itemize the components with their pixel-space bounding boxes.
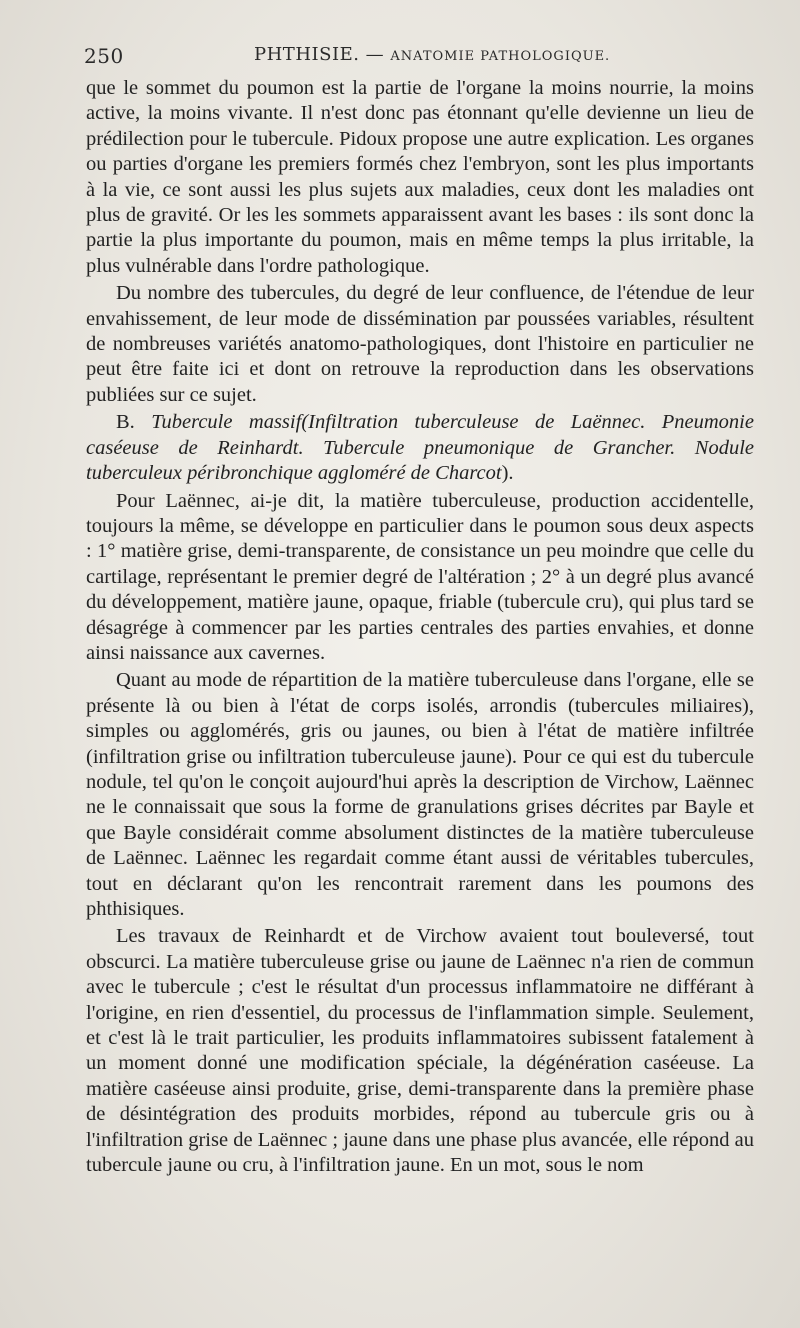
paragraph-reinhardt-virchow: Les travaux de Reinhardt et de Virchow avaient tout bouleversé, tout obscurci. La matière tuberculeuse grise ou jaune de Laënnec n'a rien de commun avec le tubercule ; c'est le résultat d'un processus inflammatoire ne différant à l'origine, en rien d'essentiel, du processus de l'inflammation simple. Seulement, et c'est là le trait particulier, les produits inflammatoires subissent fatalement à un moment donné une modification spéciale, la dégénération caséeuse. La matière caséeuse ainsi produite, grise, demi-transparente dans la première phase de désintégration des produits morbides, répond au tubercule gris ou à l'infiltration grise de Laënnec ; jaune dans une phase plus avancée, elle répond au tubercule jaune ou cru, à l'infiltration jaune. En un mot, sous le nom bbox=[86, 925, 754, 1177]
section-b-lead: B. bbox=[116, 411, 152, 434]
running-head bbox=[254, 44, 610, 65]
running-head-title: PHTHISIE. bbox=[254, 44, 360, 65]
paragraph-tubercle-number: Du nombre des tubercules, du degré de leur confluence, de l'étendue de leur envahissement, de leur mode de dissémination par poussées variables, résultent de nombreuses variétés anatomo-pathologiques, dont l'histoire en particulier ne peut être faite ici et dont on retrouve la reproduction dans les observations publiées sur ce sujet. bbox=[86, 282, 754, 406]
paragraph-continued: que le sommet du poumon est la partie de l'organe la moins nourrie, la moins active, la moins vivante. Il n'est donc pas étonnant qu'elle devienne un lieu de prédilection pour le tubercule. Pidoux propose une autre explication. Les organes ou parties d'organe les premiers formés chez l'embryon, sont les plus importants à la vie, ce sont aussi les plus sujets aux maladies, ceux dont les maladies ont plus de gravité. Or les les sommets apparaissent avant les bases : ils sont donc la partie la plus importante du poumon, mais en même temps la plus irritable, la plus vulnérable dans l'ordre pathologique. bbox=[86, 77, 754, 277]
page-header bbox=[84, 42, 754, 72]
section-b-tail: ). bbox=[501, 462, 514, 485]
section-b-synonyms: (Infiltration tuberculeuse de Laënnec. Pneumonie caséeuse de Reinhardt. Tubercule pneumonique de Grancher. Nodule tuberculeux péribronchique aggloméré de Charcot bbox=[86, 411, 754, 485]
body-text bbox=[86, 76, 754, 1178]
running-head-separator: — bbox=[365, 44, 385, 65]
paragraph-section-b-heading bbox=[86, 410, 754, 486]
running-head-section: ANATOMIE PATHOLOGIQUE. bbox=[390, 49, 611, 64]
paragraph-laennec: Pour Laënnec, ai-je dit, la matière tuberculeuse, production accidentelle, toujours la même, se développe en particulier dans le poumon sous deux aspects : 1° matière grise, demi-transparente, de consistance un peu moindre que celle du cartilage, représentant le premier degré de l'altération ; 2° à un degré plus avancé du développement, matière jaune, opaque, friable (tubercule cru), qui plus tard se désagrége à commencer par les parties centrales des parties envahies, et donne ainsi naissance aux cavernes. bbox=[86, 489, 754, 664]
paragraph-repartition: Quant au mode de répartition de la matière tuberculeuse dans l'organe, elle se présente là ou bien à l'état de corps isolés, arrondis (tubercules miliaires), simples ou agglomérés, gris ou jaunes, ou bien à l'état de matière infiltrée (infiltration grise ou infiltration tuberculeuse jaune). Pour ce qui est du tubercule nodule, tel qu'on le conçoit aujourd'hui après la description de Virchow, Laënnec ne le connaissait que sous la forme de granulations grises décrites par Bayle et que Bayle considérait comme absolument distinctes de la matière tuberculeuse de Laënnec. Laënnec les regardait comme étant aussi de véritables tubercules, tout en déclarant qu'on les rencontrait rarement dans les poumons des phthisiques. bbox=[86, 669, 754, 920]
page-number: 250 bbox=[84, 44, 124, 68]
section-b-title: Tubercule massif bbox=[151, 411, 302, 434]
